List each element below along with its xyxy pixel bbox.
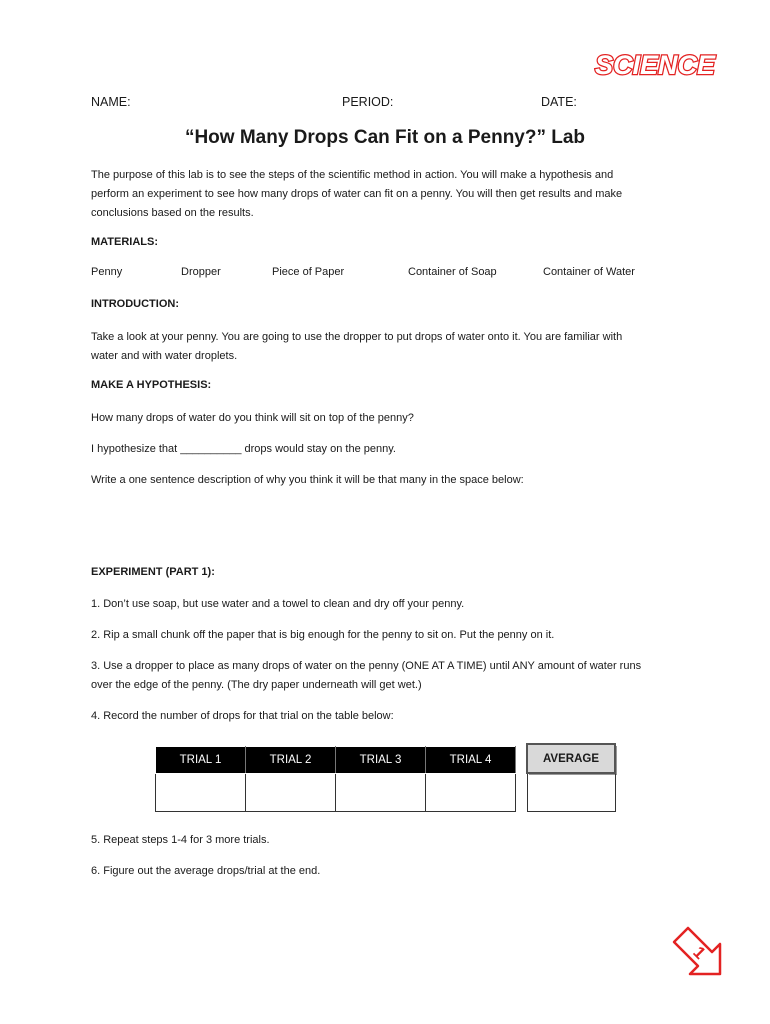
step-2: 2. Rip a small chunk off the paper that is big enough for the penny to sit on. Put the penny on it. bbox=[91, 629, 555, 641]
trials-entry-row bbox=[156, 774, 516, 812]
purpose-line-2: perform an experiment to see how many drops of water can fit on a penny. You will then get results and make bbox=[91, 188, 623, 200]
purpose-line-1: The purpose of this lab is to see the steps of the scientific method in action. You will make a hypothesis and bbox=[91, 169, 614, 181]
step-3-line-1: 3. Use a dropper to place as many drops of water on the penny (ONE AT A TIME) until ANY amount of water runs bbox=[91, 660, 642, 672]
science-logo-text: SCIENCE bbox=[594, 50, 716, 80]
hypothesis-question: How many drops of water do you think will sit on top of the penny? bbox=[91, 412, 414, 424]
step-3-line-2: over the edge of the penny. (The dry paper underneath will get wet.) bbox=[91, 679, 422, 691]
page-title: “How Many Drops Can Fit on a Penny?” Lab bbox=[184, 127, 586, 148]
introduction-line-1: Take a look at your penny. You are going to use the dropper to put drops of water onto it. You are familiar with bbox=[91, 331, 623, 343]
average-header: AVERAGE bbox=[527, 744, 615, 773]
material-penny: Penny bbox=[91, 266, 123, 278]
average-table bbox=[526, 743, 616, 812]
period-label: PERIOD: bbox=[342, 95, 394, 109]
trials-header-row bbox=[156, 747, 516, 774]
hypothesis-heading: MAKE A HYPOTHESIS: bbox=[91, 379, 212, 391]
trial-4-header: TRIAL 4 bbox=[426, 747, 516, 774]
date-label: DATE: bbox=[541, 95, 577, 109]
page-number-arrow-icon bbox=[668, 922, 724, 978]
science-logo bbox=[590, 44, 720, 84]
page-number-text: 1 bbox=[689, 942, 710, 963]
step-6: 6. Figure out the average drops/trial at the end. bbox=[91, 865, 321, 877]
trial-3-cell[interactable] bbox=[336, 774, 426, 812]
hypothesis-statement: I hypothesize that __________ drops would stay on the penny. bbox=[91, 443, 396, 455]
purpose-line-3: conclusions based on the results. bbox=[91, 207, 254, 219]
trials-table bbox=[155, 746, 516, 812]
materials-heading: MATERIALS: bbox=[91, 236, 159, 248]
trial-4-cell[interactable] bbox=[426, 774, 516, 812]
material-paper: Piece of Paper bbox=[272, 266, 345, 278]
trial-3-header: TRIAL 3 bbox=[336, 747, 426, 774]
step-5: 5. Repeat steps 1-4 for 3 more trials. bbox=[91, 834, 270, 846]
trial-2-cell[interactable] bbox=[246, 774, 336, 812]
trial-1-cell[interactable] bbox=[156, 774, 246, 812]
introduction-heading: INTRODUCTION: bbox=[91, 298, 179, 310]
trial-2-header: TRIAL 2 bbox=[246, 747, 336, 774]
hypothesis-prompt: Write a one sentence description of why you think it will be that many in the space below: bbox=[91, 474, 524, 486]
name-label: NAME: bbox=[91, 95, 131, 109]
material-dropper: Dropper bbox=[181, 266, 221, 278]
introduction-line-2: water and with water droplets. bbox=[91, 350, 238, 362]
average-cell[interactable] bbox=[527, 773, 615, 812]
material-water: Container of Water bbox=[543, 266, 635, 278]
trial-1-header: TRIAL 1 bbox=[156, 747, 246, 774]
step-1: 1. Don’t use soap, but use water and a towel to clean and dry off your penny. bbox=[91, 598, 465, 610]
experiment-heading: EXPERIMENT (PART 1): bbox=[91, 566, 215, 578]
step-4: 4. Record the number of drops for that trial on the table below: bbox=[91, 710, 394, 722]
material-soap: Container of Soap bbox=[408, 266, 497, 278]
